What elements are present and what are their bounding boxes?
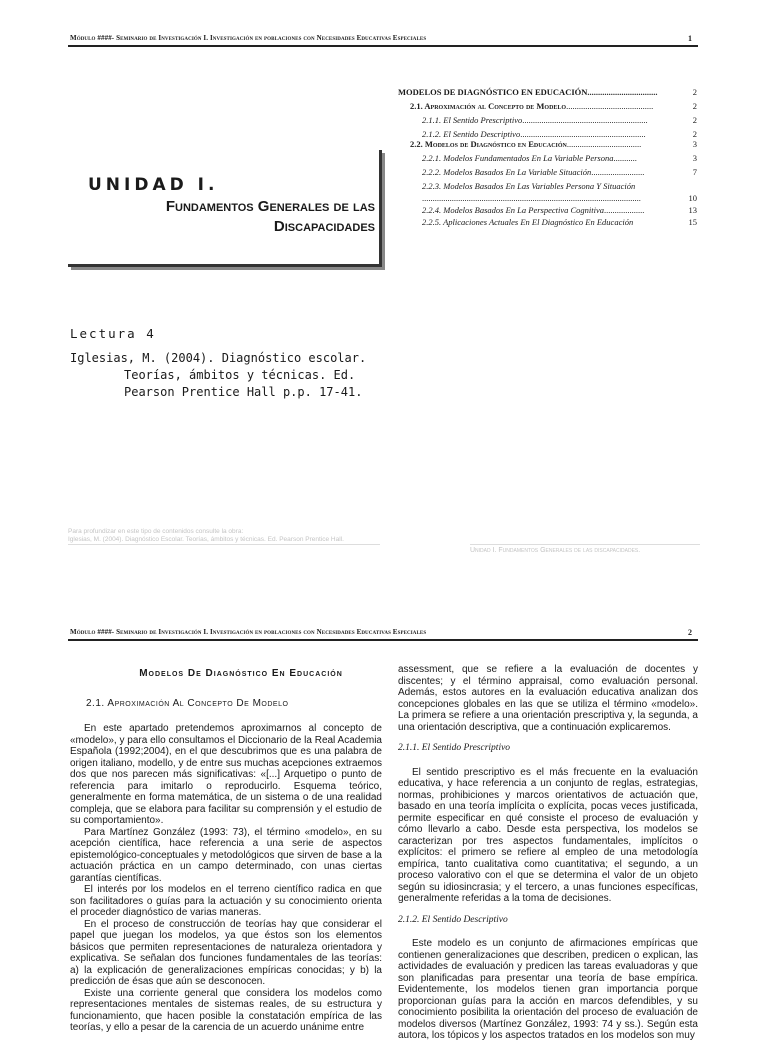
running-footer: Unidad I. Fundamentos Generales de las discapacidades. xyxy=(470,547,641,554)
running-header: Módulo ####- Seminario de Investigación I. Investigación en poblaciones con Necesidades Educativas Especiales xyxy=(70,34,427,42)
toc-entry[interactable]: MODELOS DE DIAGNÓSTICO EN EDUCACIÓN................................. 2 xyxy=(398,87,697,97)
section-heading: 2.1. Aproximación Al Concepto De Modelo xyxy=(86,697,289,709)
unit-title: UNIDAD I. xyxy=(88,175,219,195)
paragraph: El interés por los modelos en el terreno científico radica en que son facilitadores o guías para la actuación y su conocimiento orienta el proceder diagnóstico de varias maneras. xyxy=(70,884,382,918)
paragraph: assessment, que se refiere a la evaluación de docentes y discentes; y el término appraisal, como evaluación personal. Además, estos autores en la evaluación educativa analizan dos concepciones globales en las que se utiliza el término «modelo». La primera se refiere a una orientación prescriptiva y, la segunda, a una orientación descriptiva, que a continuación explicaremos. xyxy=(398,664,698,733)
paragraph: Este modelo es un conjunto de afirmaciones empíricas que contienen generalizaciones que describen, predicen o explican, las actividades de evaluación y predicen las tareas evaluadoras y que son planificadas para presentar una teoría de base empírica. Evidentemente, los modelos tienen gran importancia porque proporcionan guías para la acción en marcos defendibles, y su conocimiento posibilita la orientación del proceso de evaluación de modelos diversos (Martínez González, 1993: 74 y ss.). Según esta autora, los tópicos y los aspectos tratados en los modelos son muy xyxy=(398,938,698,1041)
header-rule xyxy=(68,45,698,47)
running-header: Módulo ####- Seminario de Investigación I. Investigación en poblaciones con Necesidades Educativas Especiales xyxy=(70,628,427,636)
page-number: 1 xyxy=(688,34,693,43)
paragraph: En este apartado pretendemos aproximarnos al concepto de «modelo», y para ello consultamos el Diccionario de la Real Academia Española (1992;2004), en el que descubrimos que es una palabra de origen italiano, modello, y de entre sus muchas acepciones extraemos dos que nos parecen más significativas: «[...] Arquetipo o punto de referencia para imitarlo o reproducirlo. Esquema teórico, generalmente en forma matemática, de un sistema o de una realidad compleja, que se elabora para facilitar su comprensión y el estudio de su comportamiento». xyxy=(70,723,382,826)
toc-entry[interactable]: 2.2. Modelos de Diagnóstico en Educación................................... 3 xyxy=(410,139,697,149)
toc-entry[interactable]: 2.2.1. Modelos Fundamentados En La Variable Persona........... 3 xyxy=(422,153,697,163)
toc-entry[interactable]: 2.2.4. Modelos Basados En La Perspectiva Cognitiva................... 13 xyxy=(422,205,697,215)
subsection-heading: 2.1.2. El Sentido Descriptivo xyxy=(398,914,508,925)
paragraph: En el proceso de construcción de teorías hay que considerar el papel que juegan los modelos, ya que éstos son los elementos básicos que permiten representaciones de naturaleza orientadora y explicativa. Se señalan dos funciones fundamentales de las teorías: a) la explicación de generalizaciones empíricas conocidas; y b) la predicción de ésas que aún se desconocen. xyxy=(70,918,382,987)
toc-entry[interactable]: 2.1.2. El Sentido Descriptivo........................................................... 2 xyxy=(422,129,697,139)
toc-entry[interactable]: 2.2.5. Aplicaciones Actuales En El Diagnóstico En Educación 15 xyxy=(422,217,697,227)
paragraph: Para Martínez González (1993: 73), el término «modelo», en su acepción científica, hace referencia a una serie de aspectos epistemológico-conceptuales y metodológicos que sirven de base a la actuación práctica en un campo determinado, con unas ciertas garantías científicas. xyxy=(70,826,382,884)
right-column xyxy=(398,664,698,1041)
toc-entry[interactable]: 2.2.2. Modelos Basados En La Variable Situación......................... 7 xyxy=(422,167,697,177)
unit-title-box xyxy=(68,150,382,267)
unit-subtitle: Fundamentos Generales de las Discapacidades xyxy=(165,198,375,235)
left-column xyxy=(70,668,382,1033)
subsection-heading: 2.1.1. El Sentido Prescriptivo xyxy=(398,743,511,753)
toc-entry[interactable]: 2.2.3. Modelos Basados En Las Variables Persona Y Situación xyxy=(422,181,636,191)
reference-note: Para profundizar en este tipo de contenidos consulte la obra: Iglesias, M. (2004). Diagnóstico Escolar. Teorías, ámbitos y técnicas. Ed. Pearson Prentice Hall. xyxy=(68,528,344,543)
table-of-contents xyxy=(398,87,697,227)
page-number: 2 xyxy=(688,628,693,637)
reading-citation: Iglesias, M. (2004). Diagnóstico escolar. Teorías, ámbitos y técnicas. Ed. Pearson Prentice Hall p.p. 17-41. xyxy=(70,351,367,399)
footer-rule xyxy=(470,544,700,545)
toc-entry[interactable]: 2.1. Aproximación al Concepto de Modelo......................................... 2 xyxy=(410,101,697,111)
reading-label: Lectura 4 xyxy=(70,326,156,341)
paragraph: Existe una corriente general que considera los modelos como representaciones mentales de sistemas reales, de su estructura y funcionamiento, que hacen posible la constatación empírica de las teorías, y ello a pesar de la carencia de un acuerdo unánime entre xyxy=(70,987,382,1033)
chapter-heading: Modelos De Diagnóstico En Educación xyxy=(139,668,343,679)
paragraph: El sentido prescriptivo es el más frecuente en la evaluación educativa, y hace referencia a un conjunto de reglas, estrategias, normas, prohibiciones y marcos orientativos de actuación que, basado en una teoría implícita o explícita, pocas veces justificada, permite especificar en qué consiste el proceso de evaluación y cómo llevarlo a cabo. Desde esta perspectiva, los modelos se caracterizan por tres aspectos fundamentales, implícitos o explícitos: el primero se refiere al empleo de una metodología empírica, tanto cualitativa como cuantitativa; el segundo, a un proceso valorativo con el que se determina el valor de un objeto según su idiosincrasia; y el tercero, a unas funciones específicas, generalmente referidas a la toma de decisiones. xyxy=(398,766,698,904)
note-rule xyxy=(68,544,380,545)
header-rule xyxy=(68,639,698,641)
toc-entry-dots: ....................................................................................................... 10 xyxy=(422,193,697,203)
toc-entry[interactable]: 2.1.1. El Sentido Prescriptivo........................................................... 2 xyxy=(422,115,697,125)
